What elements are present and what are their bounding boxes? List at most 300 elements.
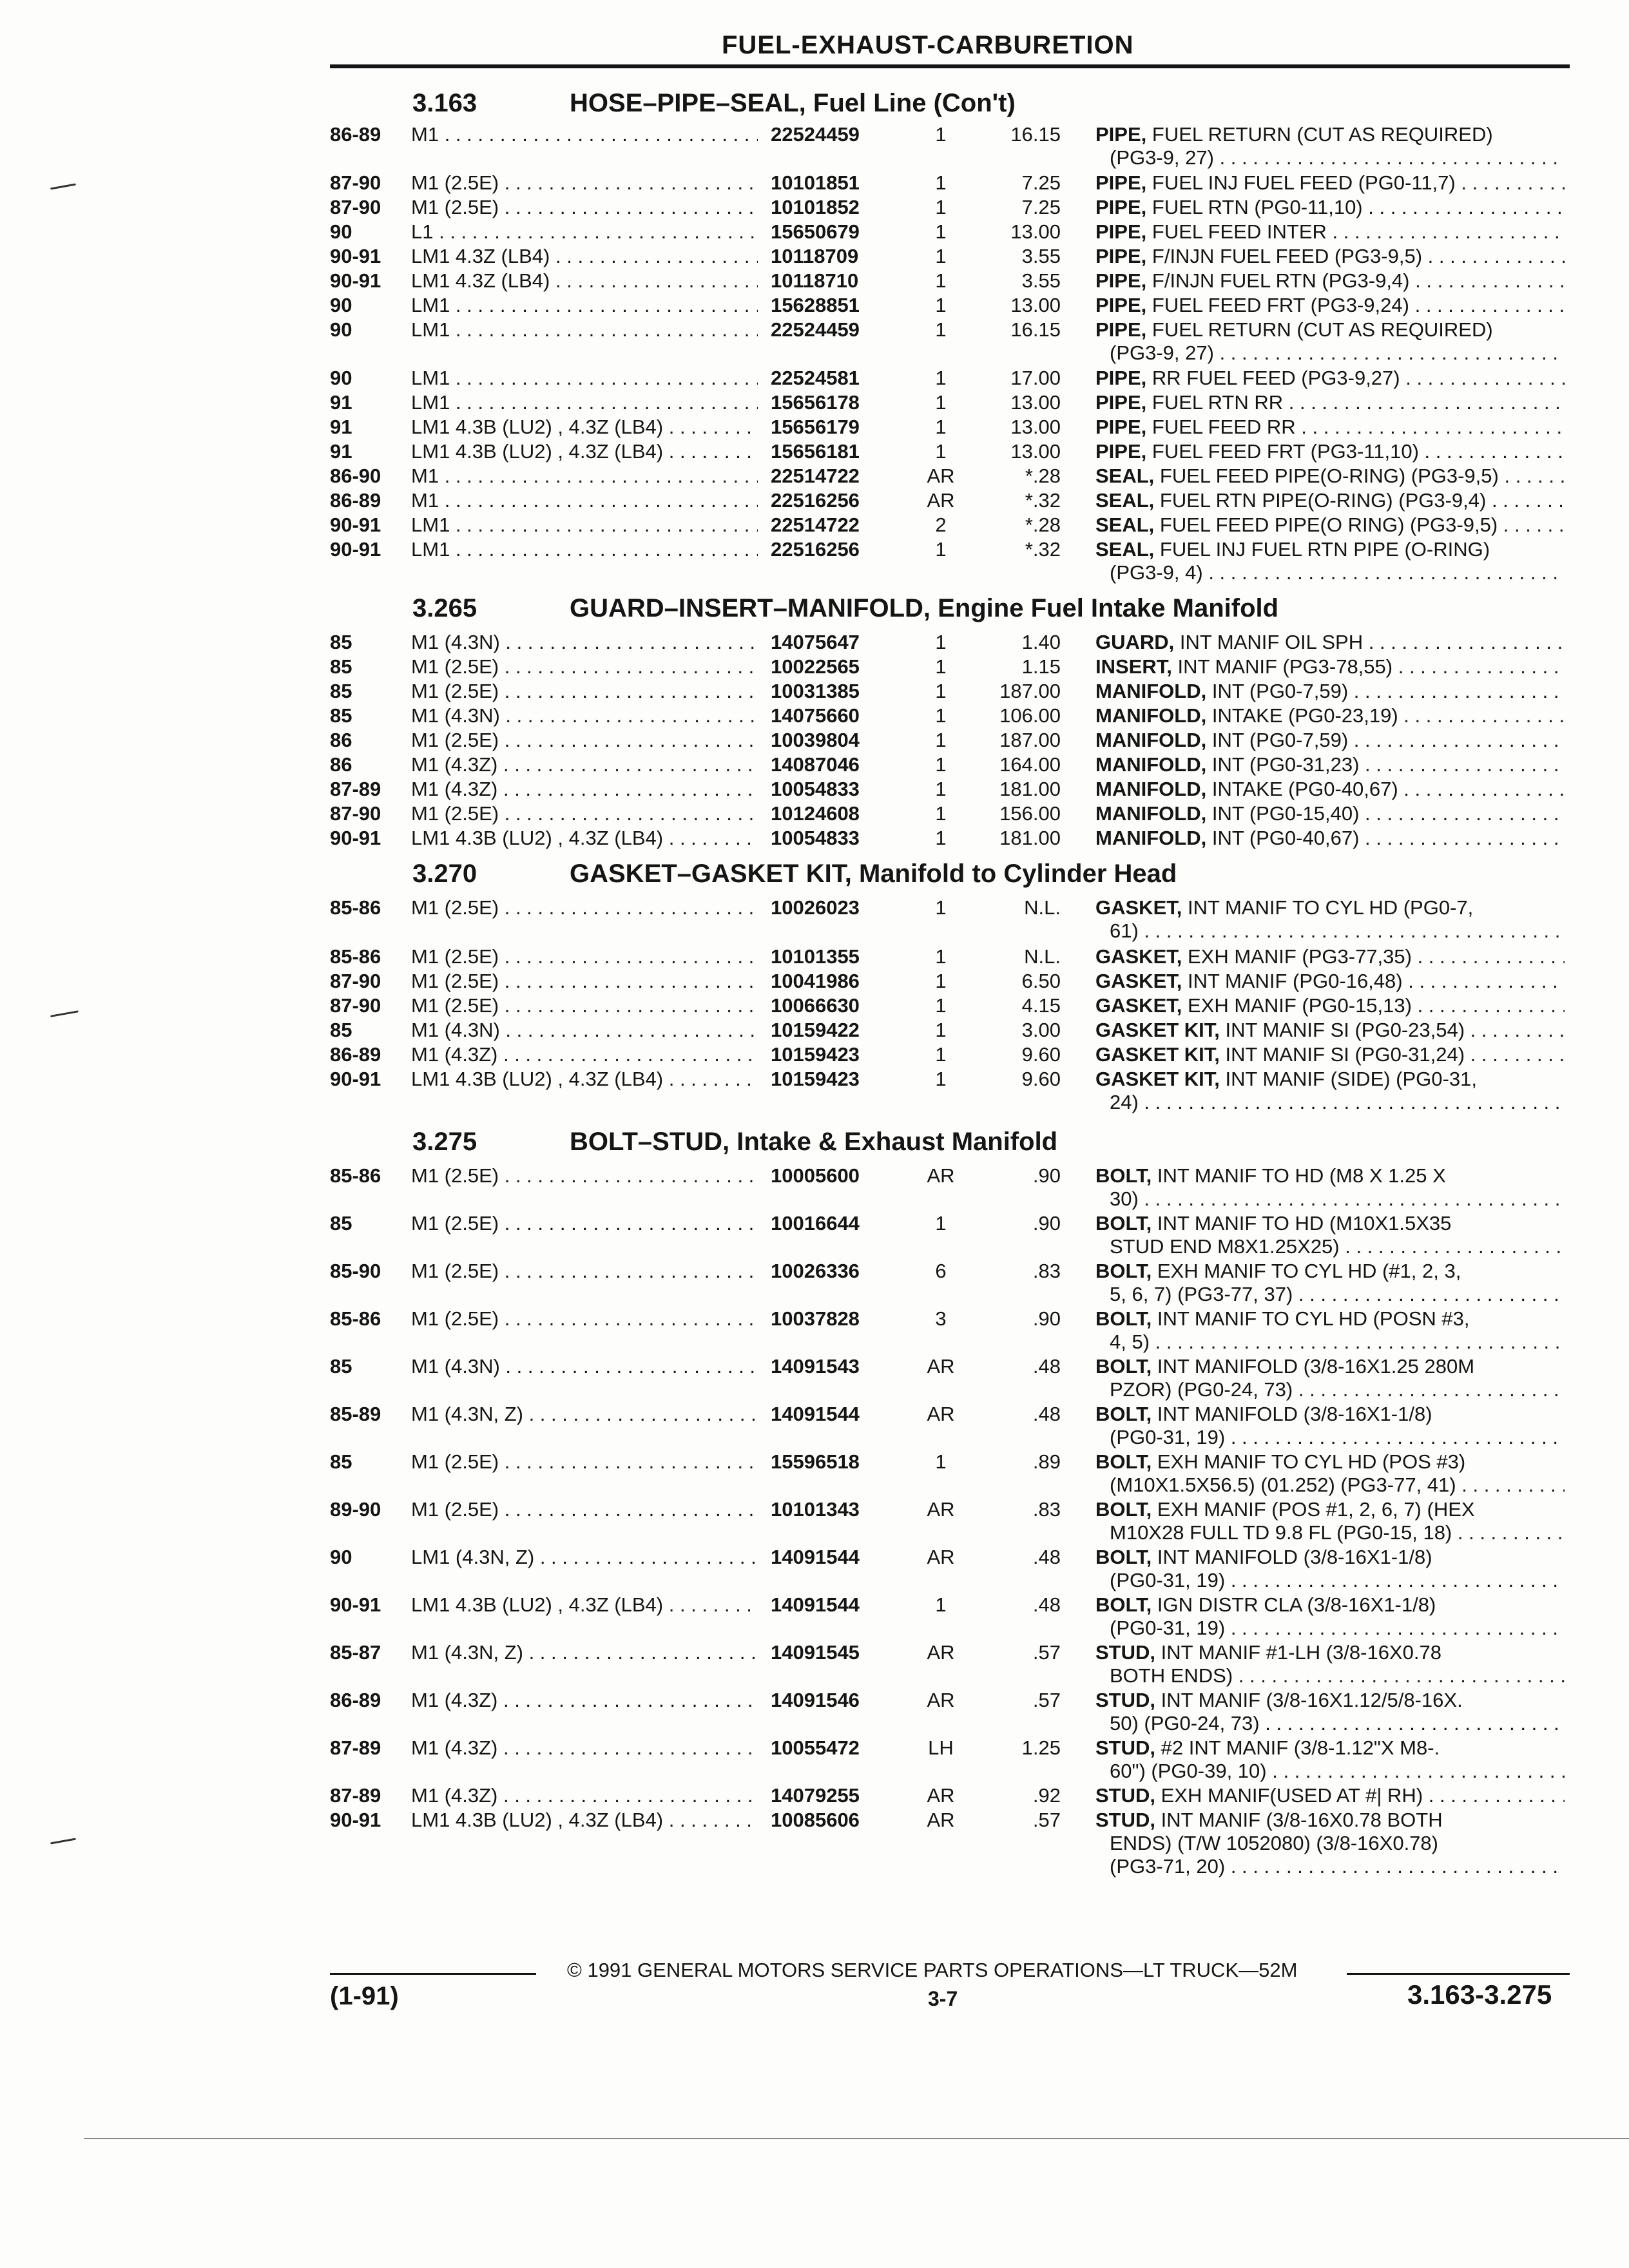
model-year: 87-89 (330, 1736, 381, 1759)
part-detail: INT (PG0-40,67) (1211, 827, 1360, 849)
part-detail-continued: (PG3-9, 27) . . . (1110, 146, 1565, 170)
part-name: PIPE, (1095, 220, 1147, 243)
model-year: 90-91 (330, 1809, 381, 1831)
quantity: 1 (935, 220, 947, 243)
footer-section-range: 3.163-3.275 (1407, 1979, 1552, 2010)
part-row-continuation (0, 1282, 1629, 1307)
part-row (0, 655, 1629, 679)
part-detail: F/INJN FUEL FEED (PG3-9,5) (1152, 245, 1423, 267)
part-row (0, 753, 1629, 777)
part-description (1095, 269, 1565, 293)
part-description (1095, 1067, 1565, 1091)
part-row-continuation (0, 1711, 1629, 1736)
model-year: 90-91 (330, 514, 381, 536)
part-detail: EXH MANIF TO CYL HD (#1, 2, 3, (1157, 1260, 1461, 1282)
price: 13.00 (1010, 220, 1061, 243)
model-code: M1 (2.5E) . . . (411, 1211, 758, 1236)
part-description (1095, 1164, 1565, 1188)
model-code: M1 (4.3N) . . . (411, 1354, 758, 1379)
part-description (1095, 439, 1565, 464)
part-name: BOLT, (1095, 1546, 1152, 1568)
price: 1.15 (1021, 655, 1061, 678)
part-detail: INT MANIF #1-LH (3/8-16X0.78 (1161, 1641, 1441, 1664)
part-detail: FUEL FEED PIPE(O-RING) (PG3-9,5) (1159, 465, 1499, 487)
part-description (1095, 1450, 1565, 1474)
part-detail: FUEL INJ FUEL FEED (PG0-11,7) (1152, 171, 1456, 194)
part-row-continuation (0, 1425, 1629, 1450)
quantity: 1 (935, 1043, 947, 1066)
part-description (1095, 513, 1565, 537)
section-title: BOLT–STUD, Intake & Exhaust Manifold (570, 1128, 1058, 1156)
part-detail: RR FUEL FEED (PG3-9,27) (1152, 367, 1400, 389)
price: 187.00 (999, 729, 1061, 751)
part-name: MANIFOLD, (1095, 753, 1207, 776)
price: .48 (1032, 1355, 1061, 1378)
part-row-continuation (0, 1521, 1629, 1545)
part-row (0, 994, 1629, 1018)
quantity: AR (927, 465, 955, 487)
part-name: MANIFOLD, (1095, 778, 1207, 800)
part-number: 10016644 (771, 1212, 860, 1235)
part-description (1095, 220, 1565, 244)
model-code: LM1 . . . (411, 513, 758, 537)
model-year: 86-89 (330, 1043, 381, 1066)
model-code: M1 . . . (411, 464, 758, 488)
model-year: 86-89 (330, 489, 381, 512)
part-detail: INT (PG0-31,23) (1211, 753, 1360, 776)
price: 17.00 (1010, 367, 1061, 389)
quantity: AR (927, 1164, 955, 1187)
quantity: 1 (935, 538, 947, 561)
quantity: LH (928, 1736, 954, 1759)
part-row (0, 777, 1629, 802)
model-code: LM1 4.3Z (LB4) . . . (411, 269, 758, 293)
quantity: 6 (935, 1260, 947, 1282)
part-number: 14075660 (771, 704, 860, 727)
part-row (0, 802, 1629, 826)
price: .57 (1032, 1809, 1061, 1831)
quantity: AR (927, 1784, 955, 1807)
part-number: 10005600 (771, 1164, 860, 1187)
model-year: 90-91 (330, 245, 381, 267)
model-year: 90-91 (330, 827, 381, 849)
header-rule (330, 64, 1570, 68)
part-detail: IGN DISTR CLA (3/8-16X1-1/8) (1157, 1593, 1436, 1616)
quantity: AR (927, 1355, 955, 1378)
part-row (0, 1402, 1629, 1427)
page-header-title: FUEL-EXHAUST-CARBURETION (722, 31, 1134, 59)
model-code: M1 (2.5E) . . . (411, 1164, 758, 1188)
part-number: 15628851 (771, 294, 860, 316)
part-row (0, 537, 1629, 562)
part-detail-continued: ENDS) (T/W 1052080) (3/8-16X0.78) (1110, 1832, 1438, 1854)
price: 1.40 (1021, 631, 1061, 653)
part-number: 10085606 (771, 1809, 860, 1831)
quantity: 1 (935, 196, 947, 218)
price: 106.00 (999, 704, 1061, 727)
quantity: AR (927, 1641, 955, 1664)
price: .83 (1032, 1498, 1061, 1521)
part-name: PIPE, (1095, 171, 1147, 194)
part-number: 10026023 (771, 896, 860, 919)
model-code: LM1 (4.3N, Z) . . . (411, 1545, 758, 1570)
part-number: 14079255 (771, 1784, 860, 1807)
price: 9.60 (1021, 1068, 1061, 1090)
quantity: AR (927, 489, 955, 512)
part-row (0, 945, 1629, 969)
price: 3.55 (1021, 245, 1061, 267)
quantity: AR (927, 1498, 955, 1521)
part-description (1095, 318, 1565, 342)
part-description (1095, 1783, 1565, 1808)
part-detail: INT MANIF TO CYL HD (POSN #3, (1157, 1307, 1470, 1330)
model-code: M1 (2.5E) . . . (411, 1259, 758, 1283)
quantity: AR (927, 1689, 955, 1711)
model-code: M1 (2.5E) . . . (411, 728, 758, 753)
model-year: 90 (330, 318, 352, 341)
model-code: LM1 . . . (411, 390, 758, 415)
model-year: 86 (330, 753, 352, 776)
quantity: 1 (935, 1068, 947, 1090)
part-row-continuation (0, 341, 1629, 365)
part-description (1095, 293, 1565, 318)
quantity: 1 (935, 318, 947, 341)
part-number: 10124608 (771, 802, 860, 825)
part-description (1095, 1736, 1565, 1760)
part-name: SEAL, (1095, 514, 1155, 536)
quantity: 1 (935, 245, 947, 267)
model-code: M1 (4.3Z) . . . (411, 1736, 758, 1760)
part-name: BOLT, (1095, 1403, 1152, 1425)
part-detail: FUEL RTN (PG0-11,10) (1152, 196, 1363, 218)
quantity: 1 (935, 945, 947, 968)
part-name: GASKET KIT, (1095, 1019, 1220, 1041)
part-detail-continued: (PG0-31, 19) . . . (1110, 1568, 1565, 1593)
part-number: 22524459 (771, 318, 860, 341)
part-row (0, 826, 1629, 850)
part-description (1095, 679, 1565, 704)
part-row (0, 1043, 1629, 1067)
part-name: PIPE, (1095, 416, 1147, 438)
part-detail: INT (PG0-15,40) (1211, 802, 1360, 825)
part-name: PIPE, (1095, 245, 1147, 267)
model-year: 90 (330, 1546, 352, 1568)
footer-rule-left (330, 1973, 536, 1975)
part-description (1095, 896, 1565, 920)
bottom-scan-line (84, 2138, 1629, 2139)
part-row (0, 122, 1629, 147)
part-detail-continued: STUD END M8X1.25X25) . . . (1110, 1235, 1565, 1259)
part-name: PIPE, (1095, 294, 1147, 316)
part-row-continuation (0, 1831, 1629, 1856)
model-code: LM1 4.3B (LU2) , 4.3Z (LB4) . . . (411, 1067, 758, 1091)
part-number: 14091544 (771, 1403, 860, 1425)
price: .48 (1032, 1403, 1061, 1425)
part-name: GASKET KIT, (1095, 1068, 1220, 1090)
part-name: SEAL, (1095, 538, 1155, 561)
model-code: M1 (4.3Z) . . . (411, 1783, 758, 1808)
price: .90 (1032, 1212, 1061, 1235)
model-year: 85 (330, 704, 352, 727)
part-name: GASKET, (1095, 945, 1182, 968)
part-description (1095, 1545, 1565, 1570)
part-number: 10026336 (771, 1260, 860, 1282)
quantity: 1 (935, 1450, 947, 1473)
part-row (0, 1736, 1629, 1760)
part-row-continuation (0, 1090, 1629, 1115)
quantity: 1 (935, 391, 947, 414)
part-name: GUARD, (1095, 631, 1175, 653)
part-row (0, 1497, 1629, 1522)
part-description (1095, 1043, 1565, 1067)
part-detail: INT MANIFOLD (3/8-16X1.25 280M (1157, 1355, 1475, 1378)
part-row (0, 1259, 1629, 1283)
price: .89 (1032, 1450, 1061, 1473)
part-detail: INT MANIF OIL SPH (1179, 631, 1364, 653)
price: 7.25 (1021, 196, 1061, 218)
part-number: 22524581 (771, 367, 860, 389)
part-number: 15656178 (771, 391, 860, 414)
price: *.28 (1025, 514, 1061, 536)
model-code: M1 (4.3N) . . . (411, 704, 758, 728)
model-code: L1 . . . (411, 220, 758, 244)
part-description (1095, 704, 1565, 728)
model-year: 91 (330, 416, 352, 438)
price: 181.00 (999, 827, 1061, 849)
part-description (1095, 969, 1565, 994)
part-detail: INT MANIF (PG3-78,55) (1177, 655, 1393, 678)
part-number: 10054833 (771, 778, 860, 800)
part-row (0, 1018, 1629, 1043)
part-name: BOLT, (1095, 1260, 1152, 1282)
part-description (1095, 753, 1565, 777)
part-name: GASKET KIT, (1095, 1043, 1220, 1066)
model-code: M1 (2.5E) . . . (411, 171, 758, 195)
part-name: MANIFOLD, (1095, 704, 1207, 727)
part-name: MANIFOLD, (1095, 680, 1207, 702)
part-description (1095, 415, 1565, 439)
model-code: M1 . . . (411, 122, 758, 147)
part-detail: FUEL INJ FUEL RTN PIPE (O-RING) (1159, 538, 1490, 561)
part-number: 22514722 (771, 465, 860, 487)
footer-page-number: 3-7 (928, 1987, 958, 2010)
part-detail: INT MANIF TO CYL HD (PG0-7, (1187, 896, 1474, 919)
part-number: 10101851 (771, 171, 860, 194)
model-code: LM1 4.3B (LU2) , 4.3Z (LB4) . . . (411, 415, 758, 439)
part-detail: INT MANIF TO HD (M10X1.5X35 (1157, 1212, 1452, 1235)
footer-date: (1-91) (330, 1982, 399, 2010)
model-code: M1 (2.5E) . . . (411, 896, 758, 920)
part-detail: EXH MANIF (POS #1, 2, 6, 7) (HEX (1157, 1498, 1475, 1521)
model-year: 90 (330, 367, 352, 389)
part-detail-continued: BOTH ENDS) . . . (1110, 1664, 1565, 1688)
part-number: 15656181 (771, 440, 860, 463)
part-name: GASKET, (1095, 896, 1182, 919)
part-number: 14091545 (771, 1641, 860, 1664)
part-description (1095, 244, 1565, 269)
footer-rule-right (1347, 1973, 1570, 1975)
part-detail: FUEL FEED PIPE(O RING) (PG3-9,5) (1159, 514, 1498, 536)
part-row-continuation (0, 1854, 1629, 1879)
quantity: 2 (935, 514, 947, 536)
model-code: LM1 4.3Z (LB4) . . . (411, 244, 758, 269)
model-year: 90-91 (330, 538, 381, 561)
part-name: PIPE, (1095, 196, 1147, 218)
part-description (1095, 537, 1565, 562)
quantity: AR (927, 1403, 955, 1425)
part-name: STUD, (1095, 1736, 1155, 1759)
part-name: PIPE, (1095, 269, 1147, 292)
part-detail: INT (PG0-7,59) (1211, 729, 1349, 751)
part-row-continuation (0, 1473, 1629, 1497)
price: 9.60 (1021, 1043, 1061, 1066)
part-detail-continued: 30) . . . (1110, 1187, 1565, 1211)
price: 3.55 (1021, 269, 1061, 292)
price: .48 (1032, 1546, 1061, 1568)
model-year: 85 (330, 631, 352, 653)
price: 156.00 (999, 802, 1061, 825)
quantity: 1 (935, 294, 947, 316)
model-year: 91 (330, 440, 352, 463)
part-number: 15650679 (771, 220, 860, 243)
part-description (1095, 464, 1565, 488)
model-code: M1 (2.5E) . . . (411, 994, 758, 1018)
part-number: 10101355 (771, 945, 860, 968)
quantity: 1 (935, 680, 947, 702)
part-row (0, 269, 1629, 293)
price: 187.00 (999, 680, 1061, 702)
quantity: 1 (935, 631, 947, 653)
part-description (1095, 1808, 1565, 1832)
model-code: M1 . . . (411, 488, 758, 513)
model-year: 85-89 (330, 1403, 381, 1425)
part-number: 10031385 (771, 680, 860, 702)
part-number: 10037828 (771, 1307, 860, 1330)
part-number: 14091543 (771, 1355, 860, 1378)
part-row-continuation (0, 1235, 1629, 1259)
part-detail-continued: (PG0-31, 19) . . . (1110, 1616, 1565, 1640)
part-description (1095, 1259, 1565, 1283)
part-row (0, 195, 1629, 220)
part-detail-continued: (PG3-71, 20) . . . (1110, 1854, 1565, 1879)
part-detail-continued: 50) (PG0-24, 73) . . . (1110, 1711, 1565, 1736)
part-number: 10159423 (771, 1043, 860, 1066)
model-code: M1 (4.3N) . . . (411, 1018, 758, 1043)
part-row (0, 1640, 1629, 1665)
part-detail: EXH MANIF TO CYL HD (POS #3) (1157, 1450, 1466, 1473)
part-detail: INTAKE (PG0-40,67) (1211, 778, 1398, 800)
quantity: 1 (935, 440, 947, 463)
part-description (1095, 171, 1565, 195)
part-row (0, 1354, 1629, 1379)
model-year: 85 (330, 1355, 352, 1378)
part-name: SEAL, (1095, 489, 1155, 512)
part-description (1095, 728, 1565, 753)
part-number: 14091546 (771, 1689, 860, 1711)
model-year: 86 (330, 729, 352, 751)
part-row (0, 366, 1629, 390)
part-row (0, 1808, 1629, 1832)
part-description (1095, 390, 1565, 415)
part-detail-continued: PZOR) (PG0-24, 73) . . . (1110, 1378, 1565, 1402)
model-year: 85-86 (330, 1307, 381, 1330)
part-description (1095, 1497, 1565, 1522)
quantity: 3 (935, 1307, 947, 1330)
part-row (0, 171, 1629, 195)
quantity: 1 (935, 171, 947, 194)
part-row (0, 1593, 1629, 1617)
part-name: GASKET, (1095, 970, 1182, 992)
part-detail: EXH MANIF (PG0-15,13) (1187, 994, 1412, 1017)
quantity: 1 (935, 655, 947, 678)
section-number: 3.163 (412, 89, 477, 117)
model-code: M1 (2.5E) . . . (411, 802, 758, 826)
price: N.L. (1024, 945, 1061, 968)
price: 181.00 (999, 778, 1061, 800)
price: .92 (1032, 1784, 1061, 1807)
part-detail-continued: M10X28 FULL TD 9.8 FL (PG0-15, 18) . . . (1110, 1521, 1565, 1545)
part-detail-continued: (PG3-9, 4) . . . (1110, 561, 1565, 585)
part-name: BOLT, (1095, 1355, 1152, 1378)
model-year: 86-89 (330, 123, 381, 146)
part-number: 14075647 (771, 631, 860, 653)
part-name: SEAL, (1095, 465, 1155, 487)
part-name: PIPE, (1095, 123, 1147, 146)
model-year: 87-90 (330, 994, 381, 1017)
part-row (0, 1688, 1629, 1713)
quantity: 1 (935, 802, 947, 825)
price: 4.15 (1021, 994, 1061, 1017)
part-detail: INT MANIF TO HD (M8 X 1.25 X (1157, 1164, 1446, 1187)
quantity: 1 (935, 896, 947, 919)
quantity: 1 (935, 123, 947, 146)
model-code: M1 (2.5E) . . . (411, 1497, 758, 1522)
model-year: 90 (330, 220, 352, 243)
price: 3.00 (1021, 1019, 1061, 1041)
part-number: 10159423 (771, 1068, 860, 1090)
part-row (0, 1067, 1629, 1091)
quantity: 1 (935, 753, 947, 776)
part-row (0, 704, 1629, 728)
part-name: MANIFOLD, (1095, 729, 1207, 751)
part-number: 15656179 (771, 416, 860, 438)
section-title: GASKET–GASKET KIT, Manifold to Cylinder Head (570, 860, 1177, 888)
part-detail: FUEL RETURN (CUT AS REQUIRED) (1152, 318, 1493, 341)
quantity: 1 (935, 970, 947, 992)
model-year: 85-86 (330, 945, 381, 968)
part-description (1095, 630, 1565, 655)
quantity: 1 (935, 704, 947, 727)
part-row-continuation (0, 1330, 1629, 1354)
part-detail-continued: 4, 5) . . . (1110, 1330, 1565, 1354)
model-code: M1 (4.3Z) . . . (411, 777, 758, 802)
part-detail-continued: 5, 6, 7) (PG3-77, 37) . . . (1110, 1282, 1565, 1307)
part-row-continuation (0, 1568, 1629, 1593)
part-name: MANIFOLD, (1095, 827, 1207, 849)
part-name: GASKET, (1095, 994, 1182, 1017)
model-year: 89-90 (330, 1498, 381, 1521)
part-row (0, 1307, 1629, 1331)
model-code: M1 (2.5E) . . . (411, 655, 758, 679)
part-name: BOLT, (1095, 1450, 1152, 1473)
model-code: LM1 . . . (411, 318, 758, 342)
part-number: 14091544 (771, 1546, 860, 1568)
price: .48 (1032, 1593, 1061, 1616)
part-row (0, 513, 1629, 537)
model-code: M1 (4.3Z) . . . (411, 753, 758, 777)
price: 6.50 (1021, 970, 1061, 992)
part-detail: FUEL RTN PIPE(O-RING) (PG3-9,4) (1159, 489, 1487, 512)
